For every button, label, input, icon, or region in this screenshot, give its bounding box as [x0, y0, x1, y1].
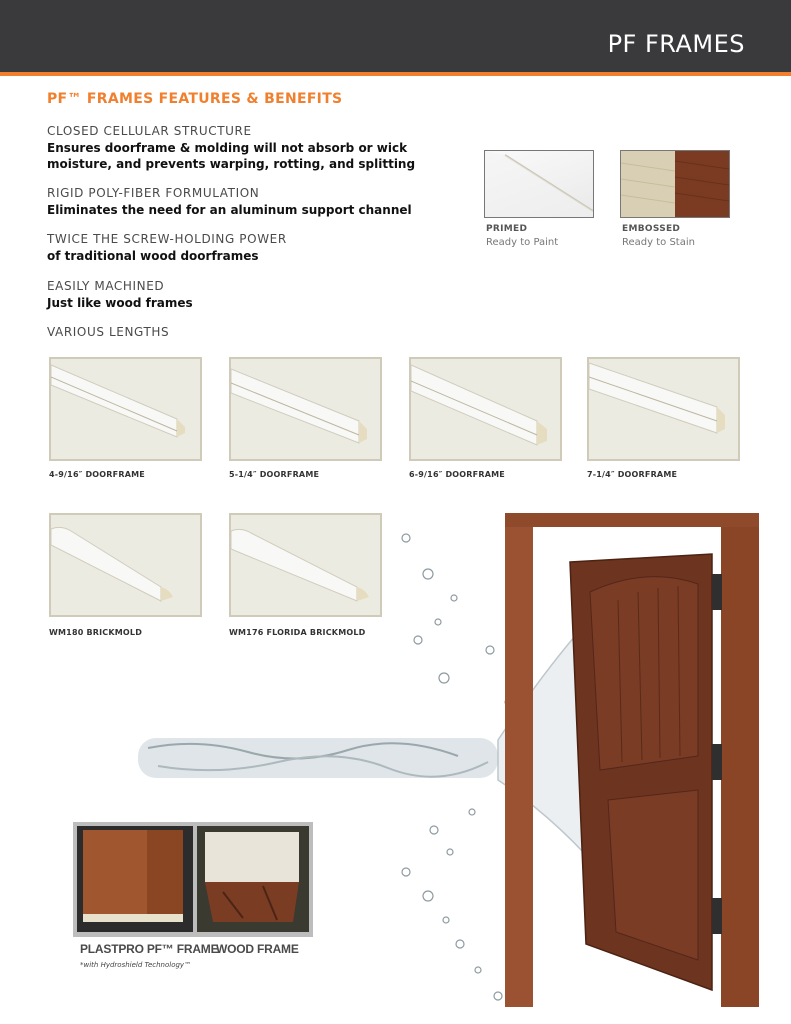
door-frame-left-jamb — [505, 527, 533, 1007]
section-title: PF™ FRAMES FEATURES & BENEFITS — [47, 91, 343, 107]
profile-caption: 7-1/4″ DOORFRAME — [587, 470, 678, 479]
profile-tile-5-1-4 — [229, 357, 382, 461]
feature-heading: RIGID POLY-FIBER FORMULATION — [47, 186, 260, 200]
door-hinge — [712, 574, 722, 610]
door-hinge — [712, 744, 722, 780]
profile-caption: 6-9/16″ DOORFRAME — [409, 470, 505, 479]
profile-tile-7-1-4 — [587, 357, 740, 461]
profile-caption: WM180 BRICKMOLD — [49, 628, 143, 637]
primed-label: PRIMED — [486, 224, 528, 234]
page-title: PF FRAMES — [607, 30, 745, 58]
feature-various-lengths — [47, 325, 467, 340]
primed-swatch-image — [485, 151, 593, 217]
primed-sublabel: Ready to Paint — [486, 237, 559, 248]
feature-heading: EASILY MACHINED — [47, 279, 165, 293]
embossed-label: EMBOSSED — [622, 224, 681, 234]
feature-body: Ensures doorframe & molding will not absorb or wick moisture, and prevents warping, rotting, and splitting — [47, 141, 416, 171]
profile-tile-6-9-16 — [409, 357, 562, 461]
feature-heading: TWICE THE SCREW-HOLDING POWER — [47, 232, 287, 246]
embossed-swatch — [620, 150, 730, 218]
door-frame-head — [505, 513, 759, 527]
door-hinge — [712, 898, 722, 934]
feature-closed-cellular — [47, 124, 467, 172]
doorframe-image — [231, 359, 380, 459]
wood-frame-label: WOOD FRAME — [216, 942, 299, 956]
feature-heading: CLOSED CELLULAR STRUCTURE — [47, 124, 252, 138]
header-accent-rule — [0, 72, 791, 76]
feature-rigid-formulation — [47, 186, 467, 218]
pf-frame-label: PLASTPRO PF™ FRAME — [80, 942, 219, 956]
door-frame-right-jamb — [721, 527, 759, 1007]
profile-tile-4-9-16 — [49, 357, 202, 461]
embossed-swatch-image — [621, 151, 729, 217]
page-header — [0, 0, 791, 72]
feature-body: Eliminates the need for an aluminum support channel — [47, 203, 412, 217]
feature-body: Just like wood frames — [47, 296, 193, 310]
pf-frame-note: *with Hydroshield Technology™ — [80, 961, 192, 969]
profile-caption: WM176 FLORIDA BRICKMOLD — [229, 628, 366, 637]
profile-caption: 5-1/4″ DOORFRAME — [229, 470, 320, 479]
comparison-photo — [73, 822, 313, 937]
primed-swatch — [484, 150, 594, 218]
doorframe-image — [589, 359, 738, 459]
profile-caption: 4-9/16″ DOORFRAME — [49, 470, 145, 479]
feature-heading: VARIOUS LENGTHS — [47, 325, 170, 339]
comparison-image — [73, 822, 313, 937]
embossed-sublabel: Ready to Stain — [622, 237, 695, 248]
doorframe-image — [411, 359, 560, 459]
doorframe-image — [51, 359, 200, 459]
feature-screw-holding — [47, 232, 467, 264]
feature-easily-machined — [47, 279, 467, 311]
feature-body: of traditional wood doorframes — [47, 249, 259, 263]
